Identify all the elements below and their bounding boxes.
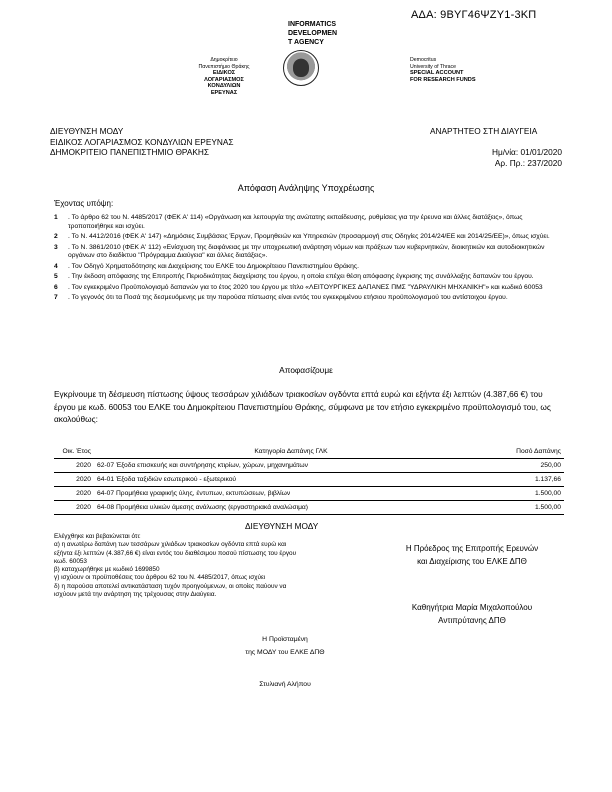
list-item (54, 233, 559, 242)
column-header: Κατηγορία Δαπάνης ΓΛΚ (94, 445, 488, 459)
university-seal-icon (283, 50, 319, 86)
logo-line: ΕΙΔΙΚΟΣ ΛΟΓΑΡΙΑΣΜΟΣ (204, 70, 244, 83)
verification-line: Ελέγχθηκε και βεβαιώνεται ότι: (54, 533, 141, 540)
item-number: 3 (54, 243, 58, 251)
verification-line: κωδ. 60053 (54, 557, 87, 565)
item-number: 5 (54, 273, 58, 281)
verification-block (54, 533, 354, 599)
document-date: Ημ/νία: 01/01/2020 (491, 147, 562, 157)
document-title: Απόφαση Ανάληψης Υποχρέωσης (237, 183, 375, 193)
informatics-line: DEVELOPMEN (288, 30, 338, 37)
signature-line: Η Προϊσταμένη (262, 636, 308, 643)
considerations-heading: Έχοντας υπόψη: (54, 199, 114, 208)
cell-amount: 1.137,66 (488, 473, 564, 487)
decision-heading: Αποφασίζουμε (279, 365, 333, 375)
table-row (54, 473, 564, 487)
cell-year: 2020 (54, 501, 94, 515)
list-item (54, 244, 559, 262)
item-number: 1 (54, 214, 58, 221)
signature-line: της ΜΟΔΥ του ΕΛΚΕ ΔΠΘ (245, 649, 325, 656)
informatics-line: T AGENCY (288, 39, 324, 46)
verification-line: εξήντα έξι λεπτών (4.387,66 €) είναι εντός του διαθέσιμου ποσού πίστωσης του έργου (54, 549, 297, 557)
verification-line: α) η ανωτέρω δαπάνη των τεσσάρων χιλιάδων τριακοσίων ογδόντα επτά ευρώ και (54, 541, 287, 549)
table-row (54, 459, 564, 473)
table-row (54, 501, 564, 515)
item-text: . Το Ν. 4412/2016 (ΦΕΚ Α' 147) «Δημόσιες Συμβάσεις Έργων, Προμηθειών και Υπηρεσιών (προσαρμογή στις Οδηγίες 2014/24/ΕΕ και 2014/25/ΕΕ)», όπως ισχύει. (68, 233, 550, 241)
logo-line: ΚΟΝΔΥΛΙΩΝ ΕΡΕΥΝΑΣ (207, 83, 241, 96)
list-item (54, 294, 559, 303)
president-signature-block (382, 543, 562, 568)
verification-line: β) καταχωρήθηκε με κωδικό 1699850 (54, 566, 160, 574)
logo-line: FOR RESEARCH FUNDS (410, 76, 476, 83)
list-item (54, 273, 559, 282)
cell-amount: 1.500,00 (488, 501, 564, 515)
item-text: . Το άρθρο 62 του Ν. 4485/2017 (ΦΕΚ Α' 114) «Οργάνωση και λειτουργία της ανώτατης εκπαίδευσης, ρυθμίσεις για την έρευνα και άλλες διατάξεις», όπως τροποποιήθηκε και ισχύει. (68, 214, 523, 230)
signer-name: Στυλιανή Αλήπου (259, 681, 311, 688)
cell-amount: 250,00 (488, 459, 564, 473)
english-logo-text (410, 57, 490, 83)
logo-line: SPECIAL ACCOUNT (410, 70, 464, 76)
item-text: . Τον εγκεκριμένο Προϋπολογισμό δαπανών για το έτος 2020 του έργου με τίτλο «ΛΕΙΤΟΥΡΓΙΚΕΣ ΔΑΠΑΝΕΣ ΠΜΣ "ΥΔΡΑΥΛΙΚΗ ΜΗΧΑΝΙΚΗ"» και κωδικό 60053 (68, 283, 543, 291)
protocol-number: Αρ. Πρ.: 237/2020 (494, 158, 562, 168)
sender-line: ΕΙΔΙΚΟΣ ΛΟΓΑΡΙΑΣΜΟΣ ΚΟΝΔΥΛΙΩΝ ΕΡΕΥΝΑΣ (50, 136, 234, 147)
item-text: . Το γεγονός ότι τα Ποσά της δεσμευόμενης με την παρούσα πίστωσης είναι εντός του εγκεκριμένου ετήσιου προϋπολογισμού του αντίστοιχου έργου. (68, 293, 508, 301)
cell-category: 64-08 Προμήθεια υλικών άμεσης ανάλωσης (εργαστηριακά αναλώσιμα) (94, 501, 488, 515)
logo-line: Democritus (410, 57, 437, 63)
signature-line: και Διαχείρισης του ΕΛΚΕ ΔΠΘ (417, 556, 527, 566)
column-header: Ποσό Δαπάνης (488, 445, 564, 459)
list-item (54, 284, 559, 293)
cell-year: 2020 (54, 473, 94, 487)
item-number: 7 (54, 293, 58, 301)
publish-notice: ΑΝΑΡΤΗΤΕΟ ΣΤΗ ΔΙΑΥΓΕΙΑ (430, 126, 538, 136)
directorate-heading: ΔΙΕΥΘΥΝΣΗ ΜΟΔΥ (245, 521, 319, 531)
sender-line: ΔΗΜΟΚΡΙΤΕΙΟ ΠΑΝΕΠΙΣΤΗΜΙΟ ΘΡΑΚΗΣ (50, 147, 210, 157)
verification-line: ισχύουν μετά την ανάρτηση της τρέχουσας στην Διαύγεια. (54, 591, 217, 599)
signature-line: Καθηγήτρια Μαρία Μιχαλοπούλου (411, 603, 533, 612)
approval-paragraph: Εγκρίνουμε τη δέσμευση πίστωσης ύψους τεσσάρων χιλιάδων τριακοσίων ογδόντα επτά ευρώ και εξήντα έξι λεπτών (4.387,66 €) του έργου με κωδ. 60053 του ΕΛΚΕ του Δημοκρίτειου Πανεπιστημίου Θράκης, σύμφωνα με τον ετήσιο εγκεκριμένο προϋπολογισμό του, ως ακολούθως: (54, 389, 551, 424)
ada-code: ΑΔΑ: 9ΒΥΓ46ΨΖΥ1-3ΚΠ (411, 9, 537, 21)
informatics-line: INFORMATICS (288, 21, 337, 28)
item-number: 6 (54, 283, 58, 291)
greek-logo-text (194, 57, 254, 96)
sender-line: ΔΙΕΥΘΥΝΣΗ ΜΟΔΥ (50, 126, 124, 136)
considerations-list (54, 214, 559, 304)
item-number: 2 (54, 233, 58, 241)
column-header: Οικ. Έτος (54, 445, 94, 459)
cell-year: 2020 (54, 459, 94, 473)
head-signature-block (210, 633, 360, 659)
verification-line: δ) η παρούσα αποτελεί αντικατάσταση τυχόν προηγούμενων, οι οποίες παύουν να (54, 582, 287, 590)
logo-line: Δημοκρίτειο (210, 57, 238, 63)
cell-category: 62-07 Έξοδα επισκευής και συντήρησης κτιρίων, χώρων, μηχανημάτων (94, 459, 488, 473)
item-text: . Το Ν. 3861/2010 (ΦΕΚ Α' 112) «Ενίσχυση της διαφάνειας με την υποχρεωτική ανάρτηση νόμων και πράξεων των κυβερνητικών, διοικητικών και αυτοδιοικητικών οργάνων στο διαδίκτυο "Πρόγραμμα Διαύγεια" και άλλες διατάξεις». (68, 243, 545, 260)
list-item (54, 214, 559, 232)
item-text: . Τον Οδηγό Χρηματοδότησης και Διαχείρισης του ΕΛΚΕ του Δημοκρίτειου Πανεπιστημίου Θράκης. (68, 262, 359, 270)
cell-year: 2020 (54, 487, 94, 501)
cell-amount: 1.500,00 (488, 487, 564, 501)
signature-line: Αντιπρύτανης ΔΠΘ (438, 615, 506, 625)
budget-table (54, 445, 564, 515)
logo-line: University of Thrace (410, 63, 457, 70)
list-item (54, 263, 559, 272)
item-number: 4 (54, 262, 58, 270)
signature-line: Η Πρόεδρος της Επιτροπής Ερευνών (405, 544, 539, 553)
table-header-row (54, 445, 564, 459)
table-row (54, 487, 564, 501)
vice-rector-signature-block (382, 602, 562, 627)
verification-line: γ) ισχύουν οι προϋποθέσεις του άρθρου 62 του Ν. 4485/2017, όπως ισχύει (54, 574, 266, 582)
cell-category: 64-07 Προμήθεια γραφικής ύλης, έντυπων, εκτυπώσεων, βιβλίων (94, 487, 488, 501)
item-text: . Την έκδοση απόφασης της Επιτροπής Περιοδικότητας διαχείρισης του έργου, η οποία επέχει θέση απόφασης έγκρισης της συνάλλαξης δαπανών του έργου. (68, 273, 534, 281)
informatics-agency-label (288, 20, 337, 47)
logo-line: Πανεπιστήμιο Θράκης (198, 63, 250, 70)
cell-category: 64-01 Έξοδα ταξιδιών εσωτερικού - εξωτερικού (94, 473, 488, 487)
